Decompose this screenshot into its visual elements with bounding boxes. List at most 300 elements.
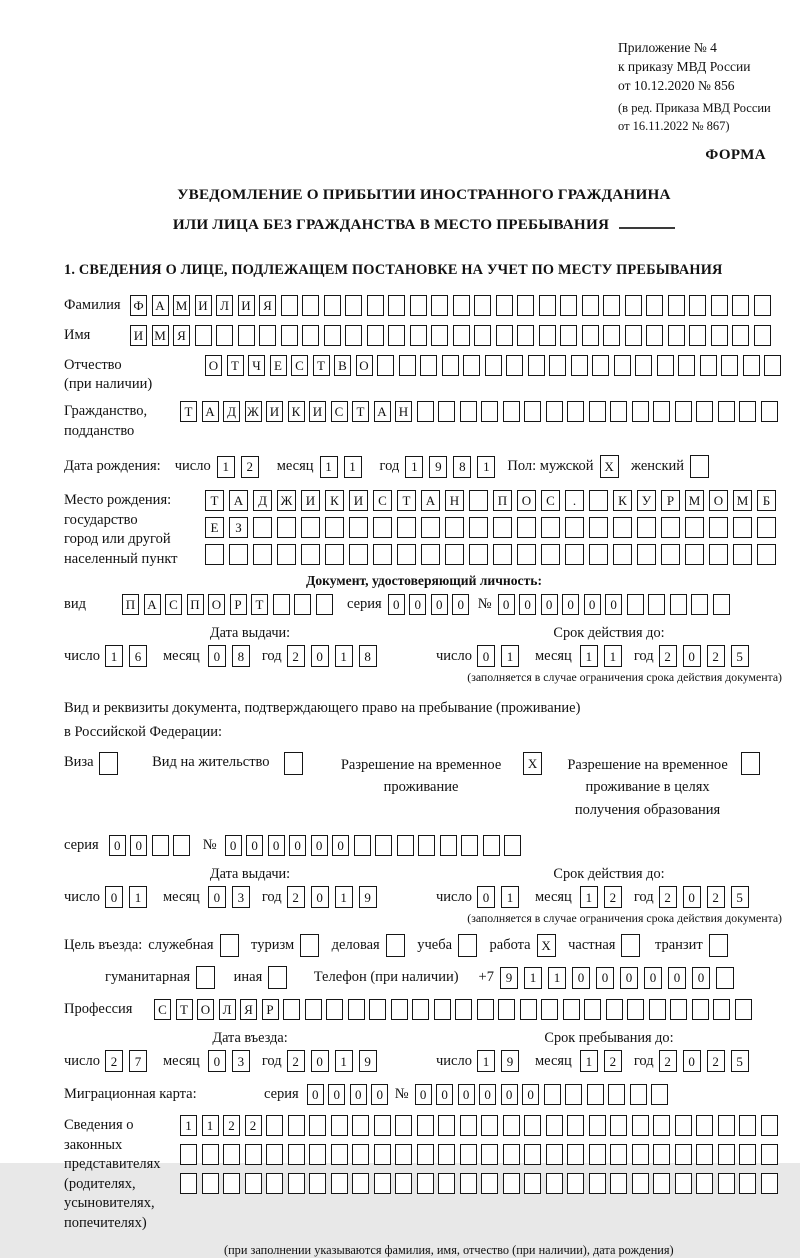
- name-cell[interactable]: [453, 325, 470, 346]
- representative-cell[interactable]: 1: [180, 1115, 197, 1136]
- profession-cell[interactable]: [348, 999, 365, 1020]
- name-cell[interactable]: [668, 325, 685, 346]
- doc-kind-cell[interactable]: Т: [251, 594, 268, 615]
- citizenship-cell[interactable]: И: [309, 401, 326, 422]
- surname-cell[interactable]: [582, 295, 599, 316]
- patronymic-cell[interactable]: [592, 355, 609, 376]
- birth-place-cell[interactable]: [589, 490, 608, 511]
- representative-cell[interactable]: [417, 1173, 434, 1194]
- representative-cell[interactable]: [653, 1115, 670, 1136]
- patronymic-cell[interactable]: Т: [313, 355, 330, 376]
- name-cell[interactable]: [646, 325, 663, 346]
- representative-cell[interactable]: [589, 1115, 606, 1136]
- birth-place-cell[interactable]: [229, 544, 248, 565]
- name-cell[interactable]: [431, 325, 448, 346]
- mig-series-cell[interactable]: 0: [371, 1084, 388, 1105]
- representative-cell[interactable]: [202, 1144, 219, 1165]
- profession-cell[interactable]: [326, 999, 343, 1020]
- representative-cell[interactable]: [675, 1144, 692, 1165]
- representative-cell[interactable]: [739, 1173, 756, 1194]
- birth-place-cell[interactable]: О: [517, 490, 536, 511]
- birth-place-cell[interactable]: А: [229, 490, 248, 511]
- res-valid-month-cell[interactable]: 1: [580, 886, 598, 908]
- citizenship-cell[interactable]: А: [202, 401, 219, 422]
- mig-number-cell[interactable]: 0: [501, 1084, 518, 1105]
- patronymic-cell[interactable]: С: [291, 355, 308, 376]
- profession-cell[interactable]: [455, 999, 472, 1020]
- representative-cell[interactable]: [352, 1173, 369, 1194]
- representative-cell[interactable]: [567, 1144, 584, 1165]
- birth-place-cell[interactable]: И: [301, 490, 320, 511]
- profession-cell[interactable]: [692, 999, 709, 1020]
- birth-place-cell[interactable]: [421, 544, 440, 565]
- patronymic-cell[interactable]: [571, 355, 588, 376]
- birth-place-cell[interactable]: [757, 544, 776, 565]
- birth-place-cell[interactable]: [373, 517, 392, 538]
- birth-month-cell[interactable]: 1: [344, 456, 362, 478]
- representative-cell[interactable]: [546, 1115, 563, 1136]
- patronymic-cell[interactable]: [506, 355, 523, 376]
- citizenship-cell[interactable]: [761, 401, 778, 422]
- birth-place-cell[interactable]: С: [541, 490, 560, 511]
- phone-cell[interactable]: 1: [524, 967, 542, 989]
- surname-cell[interactable]: М: [173, 295, 190, 316]
- representative-cell[interactable]: [610, 1115, 627, 1136]
- doc-kind-cell[interactable]: [294, 594, 311, 615]
- representative-cell[interactable]: [395, 1144, 412, 1165]
- res-number-cell[interactable]: 0: [289, 835, 306, 856]
- stay-day-cell[interactable]: 1: [477, 1050, 495, 1072]
- doc-number-cell[interactable]: 0: [584, 594, 601, 615]
- birth-place-cell[interactable]: [685, 544, 704, 565]
- patronymic-cell[interactable]: [700, 355, 717, 376]
- citizenship-cell[interactable]: [653, 401, 670, 422]
- birth-year-cell[interactable]: 1: [477, 456, 495, 478]
- name-cell[interactable]: [367, 325, 384, 346]
- birth-place-cell[interactable]: [565, 544, 584, 565]
- representative-cell[interactable]: 2: [245, 1115, 262, 1136]
- representative-cell[interactable]: [567, 1115, 584, 1136]
- doc-number-cell[interactable]: [648, 594, 665, 615]
- profession-cell[interactable]: Л: [219, 999, 236, 1020]
- checkbox-visa[interactable]: [99, 752, 118, 775]
- representative-cell[interactable]: [546, 1173, 563, 1194]
- representative-cell[interactable]: [481, 1173, 498, 1194]
- birth-place-cell[interactable]: Е: [205, 517, 224, 538]
- stay-day-cell[interactable]: 9: [501, 1050, 519, 1072]
- name-cell[interactable]: [388, 325, 405, 346]
- birth-year-cell[interactable]: 1: [405, 456, 423, 478]
- entry-day-cell[interactable]: 7: [129, 1050, 147, 1072]
- representative-cell[interactable]: [288, 1144, 305, 1165]
- res-valid-year-cell[interactable]: 5: [731, 886, 749, 908]
- res-series-cell[interactable]: [152, 835, 169, 856]
- stay-year-cell[interactable]: 2: [707, 1050, 725, 1072]
- representative-cell[interactable]: [524, 1115, 541, 1136]
- birth-place-cell[interactable]: [733, 544, 752, 565]
- patronymic-cell[interactable]: [721, 355, 738, 376]
- mig-number-cell[interactable]: 0: [415, 1084, 432, 1105]
- res-series-cell[interactable]: [173, 835, 190, 856]
- representative-cell[interactable]: [718, 1173, 735, 1194]
- res-number-cell[interactable]: 0: [311, 835, 328, 856]
- mig-number-cell[interactable]: [544, 1084, 561, 1105]
- citizenship-cell[interactable]: [589, 401, 606, 422]
- representative-cell[interactable]: [696, 1173, 713, 1194]
- representative-cell[interactable]: [653, 1144, 670, 1165]
- patronymic-cell[interactable]: [528, 355, 545, 376]
- res-series-cell[interactable]: 0: [130, 835, 147, 856]
- res-number-cell[interactable]: [375, 835, 392, 856]
- citizenship-cell[interactable]: [546, 401, 563, 422]
- doc-issue-month-cell[interactable]: 0: [208, 645, 226, 667]
- birth-place-cell[interactable]: [709, 517, 728, 538]
- doc-valid-year-cell[interactable]: 0: [683, 645, 701, 667]
- representative-cell[interactable]: [761, 1115, 778, 1136]
- birth-place-cell[interactable]: [733, 517, 752, 538]
- res-valid-year-cell[interactable]: 2: [659, 886, 677, 908]
- res-number-cell[interactable]: 0: [332, 835, 349, 856]
- birth-place-cell[interactable]: [325, 517, 344, 538]
- checkbox-official[interactable]: [220, 934, 239, 957]
- birth-place-cell[interactable]: З: [229, 517, 248, 538]
- representative-cell[interactable]: [266, 1115, 283, 1136]
- representative-cell[interactable]: [524, 1144, 541, 1165]
- birth-place-cell[interactable]: [445, 517, 464, 538]
- doc-kind-cell[interactable]: О: [208, 594, 225, 615]
- representative-cell[interactable]: [739, 1144, 756, 1165]
- name-cell[interactable]: И: [130, 325, 147, 346]
- surname-cell[interactable]: [302, 295, 319, 316]
- representative-cell[interactable]: 1: [202, 1115, 219, 1136]
- birth-place-cell[interactable]: [613, 544, 632, 565]
- citizenship-cell[interactable]: К: [288, 401, 305, 422]
- representative-cell[interactable]: [288, 1173, 305, 1194]
- doc-issue-year-cell[interactable]: 0: [311, 645, 329, 667]
- surname-cell[interactable]: [453, 295, 470, 316]
- representative-cell[interactable]: [266, 1144, 283, 1165]
- name-cell[interactable]: [216, 325, 233, 346]
- birth-place-cell[interactable]: [445, 544, 464, 565]
- phone-cell[interactable]: 1: [548, 967, 566, 989]
- representative-cell[interactable]: [202, 1173, 219, 1194]
- name-cell[interactable]: [582, 325, 599, 346]
- phone-cell[interactable]: [716, 967, 734, 989]
- doc-series-cell[interactable]: 0: [409, 594, 426, 615]
- surname-cell[interactable]: [345, 295, 362, 316]
- name-cell[interactable]: [259, 325, 276, 346]
- doc-kind-cell[interactable]: Р: [230, 594, 247, 615]
- profession-cell[interactable]: [563, 999, 580, 1020]
- checkbox-tourism[interactable]: [300, 934, 319, 957]
- representative-cell[interactable]: [675, 1173, 692, 1194]
- entry-month-cell[interactable]: 3: [232, 1050, 250, 1072]
- representative-cell[interactable]: [395, 1173, 412, 1194]
- name-cell[interactable]: [410, 325, 427, 346]
- doc-valid-day-cell[interactable]: 1: [501, 645, 519, 667]
- surname-cell[interactable]: [496, 295, 513, 316]
- representative-cell[interactable]: [503, 1115, 520, 1136]
- surname-cell[interactable]: [625, 295, 642, 316]
- birth-place-cell[interactable]: [661, 544, 680, 565]
- birth-month-cell[interactable]: 1: [320, 456, 338, 478]
- mig-number-cell[interactable]: 0: [458, 1084, 475, 1105]
- birth-place-cell[interactable]: [469, 544, 488, 565]
- res-valid-day-cell[interactable]: 0: [477, 886, 495, 908]
- profession-cell[interactable]: [520, 999, 537, 1020]
- birth-place-cell[interactable]: [637, 517, 656, 538]
- birth-place-cell[interactable]: Д: [253, 490, 272, 511]
- birth-place-cell[interactable]: Н: [445, 490, 464, 511]
- birth-place-cell[interactable]: К: [325, 490, 344, 511]
- surname-cell[interactable]: [388, 295, 405, 316]
- citizenship-cell[interactable]: [632, 401, 649, 422]
- representative-cell[interactable]: [632, 1144, 649, 1165]
- checkbox-work[interactable]: X: [537, 934, 556, 957]
- profession-cell[interactable]: [434, 999, 451, 1020]
- birth-place-cell[interactable]: [469, 490, 488, 511]
- patronymic-cell[interactable]: [614, 355, 631, 376]
- entry-year-cell[interactable]: 2: [287, 1050, 305, 1072]
- stay-month-cell[interactable]: 2: [604, 1050, 622, 1072]
- mig-number-cell[interactable]: 0: [479, 1084, 496, 1105]
- representative-cell[interactable]: [610, 1144, 627, 1165]
- checkbox-study[interactable]: [458, 934, 477, 957]
- surname-cell[interactable]: [668, 295, 685, 316]
- doc-kind-cell[interactable]: А: [144, 594, 161, 615]
- doc-valid-month-cell[interactable]: 1: [580, 645, 598, 667]
- profession-cell[interactable]: [541, 999, 558, 1020]
- name-cell[interactable]: [496, 325, 513, 346]
- representative-cell[interactable]: [245, 1173, 262, 1194]
- res-series-cell[interactable]: 0: [109, 835, 126, 856]
- phone-cell[interactable]: 0: [620, 967, 638, 989]
- surname-cell[interactable]: [367, 295, 384, 316]
- name-cell[interactable]: [732, 325, 749, 346]
- citizenship-cell[interactable]: [718, 401, 735, 422]
- checkbox-temp-residence[interactable]: X: [523, 752, 542, 775]
- profession-cell[interactable]: [391, 999, 408, 1020]
- res-issue-month-cell[interactable]: 0: [208, 886, 226, 908]
- birth-place-cell[interactable]: [397, 517, 416, 538]
- name-cell[interactable]: [711, 325, 728, 346]
- representative-cell[interactable]: [739, 1115, 756, 1136]
- birth-place-cell[interactable]: [349, 544, 368, 565]
- surname-cell[interactable]: И: [238, 295, 255, 316]
- profession-cell[interactable]: [498, 999, 515, 1020]
- representative-cell[interactable]: [223, 1173, 240, 1194]
- birth-place-cell[interactable]: Ж: [277, 490, 296, 511]
- doc-number-cell[interactable]: [713, 594, 730, 615]
- profession-cell[interactable]: [606, 999, 623, 1020]
- mig-series-cell[interactable]: 0: [307, 1084, 324, 1105]
- profession-cell[interactable]: Р: [262, 999, 279, 1020]
- phone-cell[interactable]: 0: [644, 967, 662, 989]
- representative-cell[interactable]: [632, 1115, 649, 1136]
- doc-kind-cell[interactable]: [316, 594, 333, 615]
- res-issue-month-cell[interactable]: 3: [232, 886, 250, 908]
- name-cell[interactable]: [238, 325, 255, 346]
- representative-cell[interactable]: [180, 1144, 197, 1165]
- profession-cell[interactable]: [412, 999, 429, 1020]
- representative-cell[interactable]: [675, 1115, 692, 1136]
- representative-cell[interactable]: [309, 1144, 326, 1165]
- mig-number-cell[interactable]: [565, 1084, 582, 1105]
- representative-cell[interactable]: [481, 1115, 498, 1136]
- surname-cell[interactable]: [732, 295, 749, 316]
- birth-place-cell[interactable]: [325, 544, 344, 565]
- surname-cell[interactable]: [603, 295, 620, 316]
- citizenship-cell[interactable]: А: [374, 401, 391, 422]
- representative-cell[interactable]: [331, 1115, 348, 1136]
- stay-year-cell[interactable]: 2: [659, 1050, 677, 1072]
- birth-place-cell[interactable]: [685, 517, 704, 538]
- birth-place-cell[interactable]: [253, 544, 272, 565]
- mig-number-cell[interactable]: 0: [436, 1084, 453, 1105]
- doc-issue-day-cell[interactable]: 1: [105, 645, 123, 667]
- doc-valid-year-cell[interactable]: 2: [707, 645, 725, 667]
- representative-cell[interactable]: [589, 1173, 606, 1194]
- birth-place-cell[interactable]: [349, 517, 368, 538]
- patronymic-cell[interactable]: Е: [270, 355, 287, 376]
- surname-cell[interactable]: [324, 295, 341, 316]
- birth-day-cell[interactable]: 1: [217, 456, 235, 478]
- citizenship-cell[interactable]: [739, 401, 756, 422]
- birth-place-cell[interactable]: [253, 517, 272, 538]
- representative-cell[interactable]: [374, 1173, 391, 1194]
- citizenship-cell[interactable]: Н: [395, 401, 412, 422]
- patronymic-cell[interactable]: [399, 355, 416, 376]
- name-cell[interactable]: [689, 325, 706, 346]
- res-valid-month-cell[interactable]: 2: [604, 886, 622, 908]
- stay-month-cell[interactable]: 1: [580, 1050, 598, 1072]
- citizenship-cell[interactable]: [481, 401, 498, 422]
- representative-cell[interactable]: [589, 1144, 606, 1165]
- patronymic-cell[interactable]: [420, 355, 437, 376]
- phone-cell[interactable]: 9: [500, 967, 518, 989]
- res-valid-year-cell[interactable]: 2: [707, 886, 725, 908]
- entry-year-cell[interactable]: 9: [359, 1050, 377, 1072]
- patronymic-cell[interactable]: [463, 355, 480, 376]
- representative-cell[interactable]: [417, 1115, 434, 1136]
- profession-cell[interactable]: [305, 999, 322, 1020]
- surname-cell[interactable]: [646, 295, 663, 316]
- res-number-cell[interactable]: 0: [225, 835, 242, 856]
- representative-cell[interactable]: [374, 1115, 391, 1136]
- res-issue-day-cell[interactable]: 1: [129, 886, 147, 908]
- doc-number-cell[interactable]: [691, 594, 708, 615]
- representative-cell[interactable]: [761, 1144, 778, 1165]
- representative-cell[interactable]: [352, 1144, 369, 1165]
- representative-cell[interactable]: [288, 1115, 305, 1136]
- birth-day-cell[interactable]: 2: [241, 456, 259, 478]
- birth-place-cell[interactable]: А: [421, 490, 440, 511]
- birth-place-cell[interactable]: Т: [205, 490, 224, 511]
- patronymic-cell[interactable]: [657, 355, 674, 376]
- mig-number-cell[interactable]: [587, 1084, 604, 1105]
- res-number-cell[interactable]: [418, 835, 435, 856]
- doc-kind-cell[interactable]: С: [165, 594, 182, 615]
- birth-place-cell[interactable]: [589, 544, 608, 565]
- res-number-cell[interactable]: 0: [268, 835, 285, 856]
- checkbox-temp-residence-edu[interactable]: [741, 752, 760, 775]
- representative-cell[interactable]: [567, 1173, 584, 1194]
- birth-place-cell[interactable]: [493, 517, 512, 538]
- stay-year-cell[interactable]: 0: [683, 1050, 701, 1072]
- res-number-cell[interactable]: [354, 835, 371, 856]
- birth-place-cell[interactable]: Б: [757, 490, 776, 511]
- name-cell[interactable]: [281, 325, 298, 346]
- birth-place-cell[interactable]: О: [709, 490, 728, 511]
- representative-cell[interactable]: [653, 1173, 670, 1194]
- birth-place-cell[interactable]: Т: [397, 490, 416, 511]
- surname-cell[interactable]: [431, 295, 448, 316]
- res-issue-day-cell[interactable]: 0: [105, 886, 123, 908]
- name-cell[interactable]: [560, 325, 577, 346]
- res-number-cell[interactable]: [440, 835, 457, 856]
- checkbox-transit[interactable]: [709, 934, 728, 957]
- name-cell[interactable]: М: [152, 325, 169, 346]
- res-number-cell[interactable]: 0: [246, 835, 263, 856]
- phone-cell[interactable]: 0: [596, 967, 614, 989]
- doc-number-cell[interactable]: 0: [605, 594, 622, 615]
- representative-cell[interactable]: [309, 1173, 326, 1194]
- representative-cell[interactable]: [460, 1115, 477, 1136]
- name-cell[interactable]: [345, 325, 362, 346]
- representative-cell[interactable]: [245, 1144, 262, 1165]
- doc-number-cell[interactable]: 0: [498, 594, 515, 615]
- profession-cell[interactable]: Т: [176, 999, 193, 1020]
- entry-year-cell[interactable]: 1: [335, 1050, 353, 1072]
- citizenship-cell[interactable]: С: [331, 401, 348, 422]
- birth-place-cell[interactable]: Р: [661, 490, 680, 511]
- birth-place-cell[interactable]: [637, 544, 656, 565]
- name-cell[interactable]: [324, 325, 341, 346]
- entry-month-cell[interactable]: 0: [208, 1050, 226, 1072]
- doc-kind-cell[interactable]: П: [122, 594, 139, 615]
- doc-number-cell[interactable]: 0: [562, 594, 579, 615]
- representative-cell[interactable]: [266, 1173, 283, 1194]
- birth-place-cell[interactable]: [757, 517, 776, 538]
- phone-cell[interactable]: 0: [668, 967, 686, 989]
- representative-cell[interactable]: [718, 1144, 735, 1165]
- patronymic-cell[interactable]: [442, 355, 459, 376]
- checkbox-private[interactable]: [621, 934, 640, 957]
- entry-day-cell[interactable]: 2: [105, 1050, 123, 1072]
- representative-cell[interactable]: [610, 1173, 627, 1194]
- name-cell[interactable]: [539, 325, 556, 346]
- name-cell[interactable]: [302, 325, 319, 346]
- representative-cell[interactable]: [331, 1173, 348, 1194]
- phone-cell[interactable]: 0: [572, 967, 590, 989]
- surname-cell[interactable]: [754, 295, 771, 316]
- doc-number-cell[interactable]: [627, 594, 644, 615]
- surname-cell[interactable]: Л: [216, 295, 233, 316]
- res-number-cell[interactable]: [397, 835, 414, 856]
- doc-valid-month-cell[interactable]: 1: [604, 645, 622, 667]
- doc-number-cell[interactable]: 0: [519, 594, 536, 615]
- doc-series-cell[interactable]: 0: [431, 594, 448, 615]
- birth-place-cell[interactable]: У: [637, 490, 656, 511]
- surname-cell[interactable]: [474, 295, 491, 316]
- doc-issue-month-cell[interactable]: 8: [232, 645, 250, 667]
- birth-place-cell[interactable]: [277, 517, 296, 538]
- patronymic-cell[interactable]: Т: [227, 355, 244, 376]
- surname-cell[interactable]: [689, 295, 706, 316]
- representative-cell[interactable]: [417, 1144, 434, 1165]
- doc-valid-day-cell[interactable]: 0: [477, 645, 495, 667]
- profession-cell[interactable]: [713, 999, 730, 1020]
